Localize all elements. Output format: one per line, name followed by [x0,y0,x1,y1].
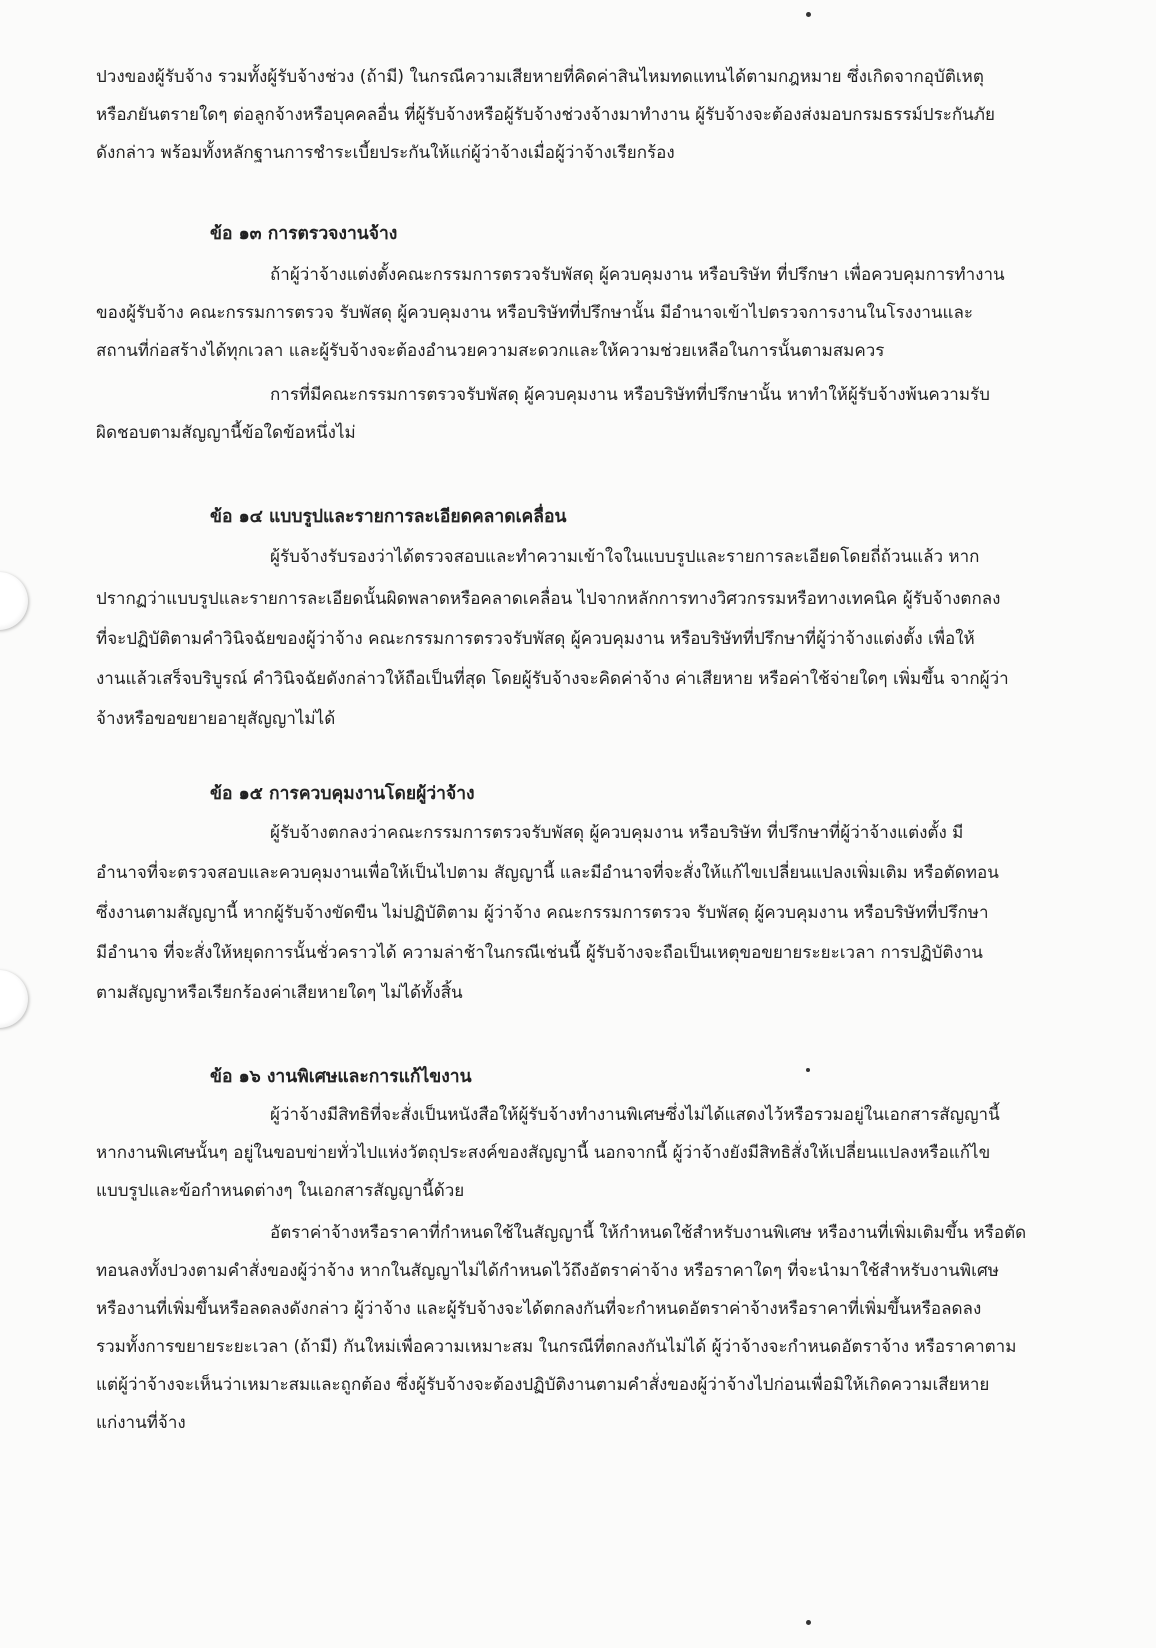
clause-15-line-4: มีอำนาจ ที่จะสั่งให้หยุดการนั้นชั่วคราวได้ ความล่าช้าในกรณีเช่นนี้ ผู้รับจ้างจะถือเป็นเหตุขอขยายระยะเวลา การปฏิบัติงาน [96,943,983,963]
clause-16-line-7: รวมทั้งการขยายระยะเวลา (ถ้ามี) กันใหม่เพื่อความเหมาะสม ในกรณีที่ตกลงกันไม่ได้ ผู้ว่าจ้างจะกำหนดอัตราจ้าง หรือราคาตาม [96,1337,1017,1357]
clause-16-line-3: แบบรูปและข้อกำหนดต่างๆ ในเอกสารสัญญานี้ด้วย [96,1181,465,1201]
clause-13-line-3: สถานที่ก่อสร้างได้ทุกเวลา และผู้รับจ้างจะต้องอำนวยความสะดวกและให้ความช่วยเหลือในการนั้นตามสมควร [96,341,885,361]
clause-13-heading: ข้อ ๑๓ การตรวจงานจ้าง [210,224,398,244]
clause-16-line-1: ผู้ว่าจ้างมีสิทธิที่จะสั่งเป็นหนังสือให้ผู้รับจ้างทำงานพิเศษซึ่งไม่ได้แสดงไว้หรือรวมอยู่ในเอกสารสัญญานี้ [270,1105,1000,1125]
clause-14-line-4: งานแล้วเสร็จบริบูรณ์ คำวินิจฉัยดังกล่าวให้ถือเป็นที่สุด โดยผู้รับจ้างจะคิดค่าจ้าง ค่าเสียหาย หรือค่าใช้จ่ายใดๆ เพิ่มขึ้น จากผู้ว่า [96,669,1009,689]
scan-dot-middle [806,1068,810,1072]
clause-14-line-2: ปรากฏว่าแบบรูปและรายการละเอียดนั้นผิดพลาดหรือคลาดเคลื่อน ไปจากหลักการทางวิศวกรรมหรือทางเทคนิค ผู้รับจ้างตกลง [96,589,1001,609]
clause-16-line-9: แก่งานที่จ้าง [96,1413,186,1433]
clause-15-heading: ข้อ ๑๕ การควบคุมงานโดยผู้ว่าจ้าง [210,784,475,804]
clause-13-line-2: ของผู้รับจ้าง คณะกรรมการตรวจ รับพัสดุ ผู้ควบคุมงาน หรือบริษัทที่ปรึกษานั้น มีอำนาจเข้าไปตรวจการงานในโรงงานและ [96,303,974,323]
punch-hole-upper [0,572,28,630]
clause-16-line-5: ทอนลงทั้งปวงตามคำสั่งของผู้ว่าจ้าง หากในสัญญาไม่ได้กำหนดไว้ถึงอัตราค่าจ้าง หรือราคาใดๆ ที่จะนำมาใช้สำหรับงานพิเศษ [96,1261,999,1281]
clause-15-line-2: อำนาจที่จะตรวจสอบและควบคุมงานเพื่อให้เป็นไปตาม สัญญานี้ และมีอำนาจที่จะสั่งให้แก้ไขเปลี่ยนแปลงเพิ่มเติม หรือตัดทอน [96,863,999,883]
clause-15-line-3: ซึ่งงานตามสัญญานี้ หากผู้รับจ้างขัดขืน ไม่ปฏิบัติตาม ผู้ว่าจ้าง คณะกรรมการตรวจ รับพัสดุ ผู้ควบคุมงาน หรือบริษัทที่ปรึกษา [96,903,989,923]
clause-16-line-6: หรืองานที่เพิ่มขึ้นหรือลดลงดังกล่าว ผู้ว่าจ้าง และผู้รับจ้างจะได้ตกลงกันที่จะกำหนดอัตราค่าจ้างหรือราคาที่เพิ่มขึ้นหรือลดลง [96,1299,982,1319]
clause-13-line-1: ถ้าผู้ว่าจ้างแต่งตั้งคณะกรรมการตรวจรับพัสดุ ผู้ควบคุมงาน หรือบริษัท ที่ปรึกษา เพื่อควบคุมการทำงาน [270,265,1005,285]
intro-line-1: ปวงของผู้รับจ้าง รวมทั้งผู้รับจ้างช่วง (ถ้ามี) ในกรณีความเสียหายที่คิดค่าสินไหมทดแทนได้ตามกฎหมาย ซึ่งเกิดจากอุบัติเหตุ [96,67,984,87]
punch-hole-lower [0,970,28,1028]
scan-dot-top [806,12,811,17]
clause-15-line-5: ตามสัญญาหรือเรียกร้องค่าเสียหายใดๆ ไม่ได้ทั้งสิ้น [96,983,463,1003]
clause-16-line-2: หากงานพิเศษนั้นๆ อยู่ในขอบข่ายทั่วไปแห่งวัตถุประสงค์ของสัญญานี้ นอกจากนี้ ผู้ว่าจ้างยังมีสิทธิสั่งให้เปลี่ยนแปลงหรือแก้ไข [96,1143,991,1163]
scan-dot-bottom [806,1620,811,1625]
clause-16-line-8: แต่ผู้ว่าจ้างจะเห็นว่าเหมาะสมและถูกต้อง ซึ่งผู้รับจ้างจะต้องปฏิบัติงานตามคำสั่งของผู้ว่าจ้างไปก่อนเพื่อมิให้เกิดความเสียหาย [96,1375,990,1395]
clause-14-heading: ข้อ ๑๔ แบบรูปและรายการละเอียดคลาดเคลื่อน [210,507,567,527]
clause-15-line-1: ผู้รับจ้างตกลงว่าคณะกรรมการตรวจรับพัสดุ ผู้ควบคุมงาน หรือบริษัท ที่ปรึกษาที่ผู้ว่าจ้างแต่งตั้ง มี [270,823,964,843]
clause-16-heading: ข้อ ๑๖ งานพิเศษและการแก้ไขงาน [210,1067,472,1087]
clause-13-line-5: ผิดชอบตามสัญญานี้ข้อใดข้อหนึ่งไม่ [96,423,356,443]
clause-13-line-4: การที่มีคณะกรรมการตรวจรับพัสดุ ผู้ควบคุมงาน หรือบริษัทที่ปรึกษานั้น หาทำให้ผู้รับจ้างพ้นความรับ [270,385,990,405]
clause-14-line-1: ผู้รับจ้างรับรองว่าได้ตรวจสอบและทำความเข้าใจในแบบรูปและรายการละเอียดโดยถี่ถ้วนแล้ว หาก [270,547,980,567]
clause-14-line-5: จ้างหรือขอขยายอายุสัญญาไม่ได้ [96,709,336,729]
intro-line-3: ดังกล่าว พร้อมทั้งหลักฐานการชำระเบี้ยประกันให้แก่ผู้ว่าจ้างเมื่อผู้ว่าจ้างเรียกร้อง [96,143,675,163]
clause-14-line-3: ที่จะปฏิบัติตามคำวินิจฉัยของผู้ว่าจ้าง คณะกรรมการตรวจรับพัสดุ ผู้ควบคุมงาน หรือบริษัทที่ปรึกษาที่ผู้ว่าจ้างแต่งตั้ง เพื่อให้ [96,629,975,649]
intro-line-2: หรือภยันตรายใดๆ ต่อลูกจ้างหรือบุคคลอื่น ที่ผู้รับจ้างหรือผู้รับจ้างช่วงจ้างมาทำงาน ผู้รับจ้างจะต้องส่งมอบกรมธรรม์ประกันภัย [96,105,995,125]
clause-16-line-4: อัตราค่าจ้างหรือราคาที่กำหนดใช้ในสัญญานี้ ให้กำหนดใช้สำหรับงานพิเศษ หรืองานที่เพิ่มเติมขึ้น หรือตัด [270,1223,1027,1243]
